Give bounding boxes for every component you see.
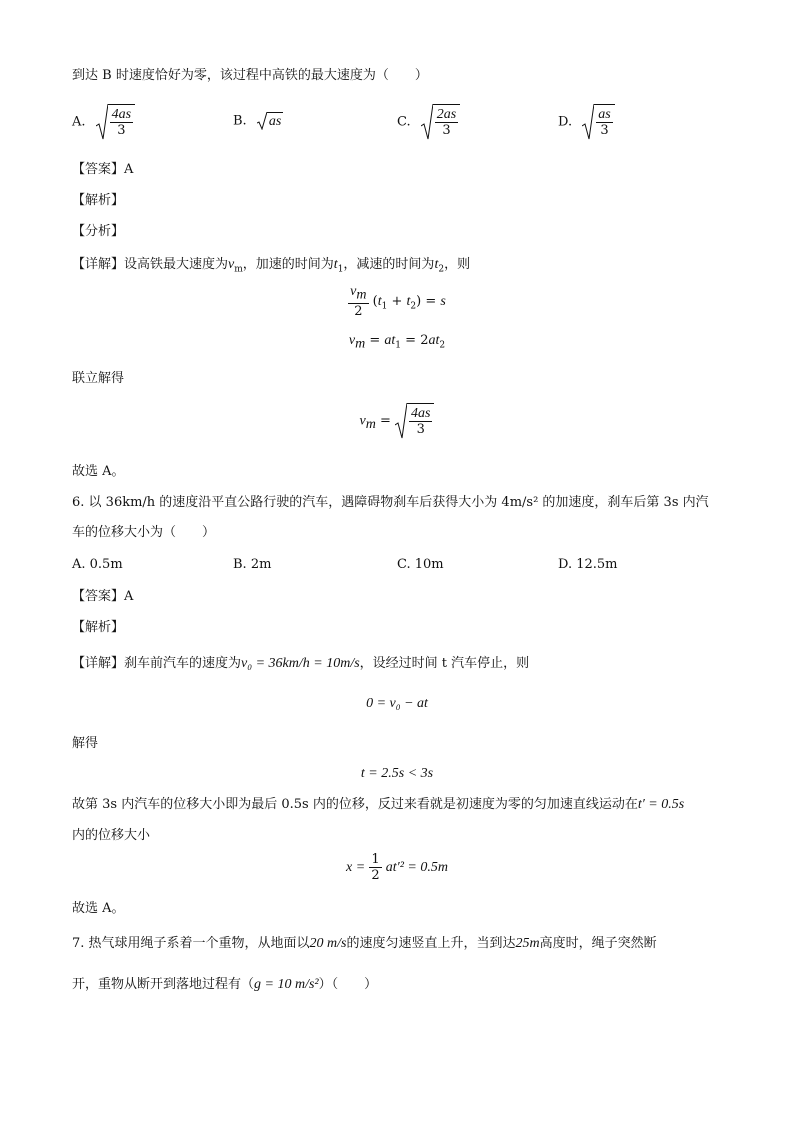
q6-detail-line: 【详解】刹车前汽车的速度为v₀ = 36km/h = 10m/s，设经过时间 t 汽车停止，则: [72, 656, 530, 671]
q5-option-d: D. $\frac{as}{3}$: [558, 104, 615, 140]
q6-equation-3: x = $\frac{1}{2}$ at′² = 0.5m: [346, 852, 448, 883]
q6-conclusion: 故选 A。: [72, 901, 125, 916]
q5-stem-tail: 到达 B 时速度恰好为零，该过程中高铁的最大速度为（ ）: [72, 68, 428, 83]
q5-option-c: C. $\frac{2as}{3}$: [397, 104, 460, 140]
q5-analysis-label: 【解析】: [72, 193, 125, 208]
q6-option-a: A. 0.5m: [72, 557, 123, 572]
q5-answer: 【答案】A: [72, 162, 134, 177]
sqrt-symbol-b: as: [257, 112, 283, 130]
q5-equation-2: $v_m = at_1 = 2at_2$: [348, 333, 446, 352]
q5-fenxi-label: 【分析】: [72, 224, 125, 239]
q5-conclusion: 故选 A。: [72, 464, 125, 479]
q6-analysis-label: 【解析】: [72, 620, 125, 635]
q6-stem-line-2: 车的位移大小为（ ）: [72, 525, 216, 540]
q6-option-b: B. 2m: [233, 557, 272, 572]
q6-stem-line-1: 6. 以 36km/h 的速度沿平直公路行驶的汽车，遇障碍物刹车后获得大小为 4m/s² 的加速度，刹车后第 3s 内汽: [72, 495, 709, 510]
q5-option-a: A. $\frac{4as}{3}$: [72, 104, 135, 140]
q5-option-b: B. as: [233, 113, 282, 129]
q6-explanation-line-2: 内的位移大小: [72, 828, 151, 843]
q6-jiede: 解得: [72, 736, 99, 751]
q5-equation-3: $v_m$ = $\frac{4as}{3}$: [0, 403, 794, 439]
q5-detail-line: 【详解】设高铁最大速度为$v_m$，加速的时间为$t_1$，减速的时间为$t_2$，则: [72, 257, 471, 275]
q6-option-c: C. 10m: [397, 557, 444, 572]
q6-equation-2: t = 2.5s < 3s: [360, 766, 434, 781]
q5-equation-1: $\frac{v_m}{2}$ $(t_1 + t_2) = s$: [350, 284, 446, 319]
q6-answer: 【答案】A: [72, 589, 134, 604]
q6-option-d: D. 12.5m: [558, 557, 618, 572]
q5-lianli: 联立解得: [72, 371, 125, 386]
sqrt-symbol-a: $\frac{4as}{3}$: [96, 104, 135, 140]
sqrt-symbol-result: $\frac{4as}{3}$: [395, 403, 434, 439]
q6-equation-1: 0 = v₀ − at: [366, 696, 428, 711]
q6-explanation-line-1: 故第 3s 内汽车的位移大小即为最后 0.5s 内的位移，反过来看就是初速度为零的匀加速直线运动在t′ = 0.5s: [72, 797, 685, 812]
sqrt-symbol-d: $\frac{as}{3}$: [582, 104, 614, 140]
q7-stem-line-1: 7. 热气球用绳子系着一个重物，从地面以20 m/s的速度匀速竖直上升，当到达25m高度时，绳子突然断: [72, 936, 657, 951]
sqrt-symbol-c: $\frac{2as}{3}$: [421, 104, 460, 140]
q7-stem-line-2: 开，重物从断开到落地过程有（g = 10 m/s²）（ ）: [72, 977, 378, 992]
